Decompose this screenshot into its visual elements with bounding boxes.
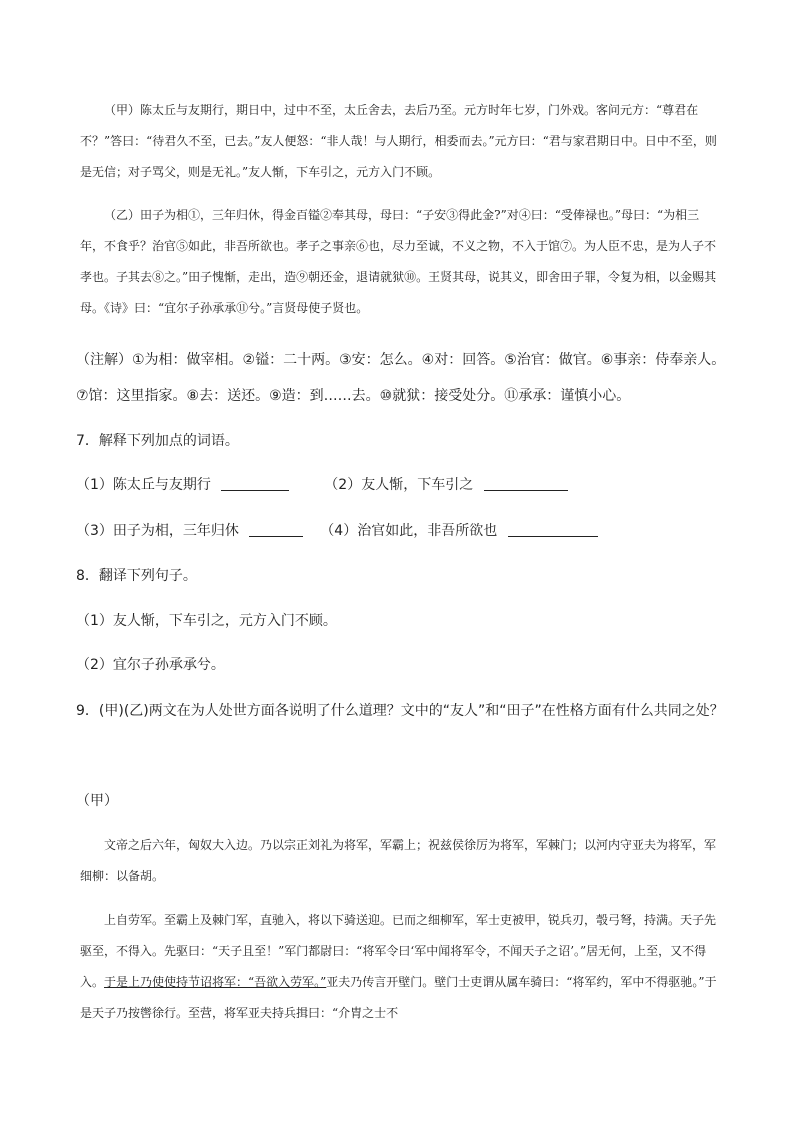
passage-2-paragraph-2 bbox=[80, 905, 720, 1029]
passage-yi: （乙）田子为相①，三年归休，得金百镒②奉其母，母曰：“子安③得此金?”对④曰：“受俸禄也。”母曰：“为相三年，不食乎？治官⑤如此，非吾所欲也。孝子之事亲⑥也，尽力至诚，不义之物，不入于馆⑦。为人臣不忠，是为人子不孝也。子其去⑧之。”田子愧惭，走出，造⑨朝还金，退请就狱⑩。王贤其母，说其义，即舍田子罪，令复为相，以金赐其母。《诗》曰：“宜尔子孙承承⑪兮。”言贤母使子贤也。 bbox=[80, 208, 717, 315]
passage-2-label: （甲） bbox=[76, 793, 118, 809]
q7-answer-blank-1[interactable] bbox=[221, 476, 289, 491]
q7-answer-blank-4[interactable] bbox=[508, 522, 598, 537]
passage-2-underlined-sentence: 于是上乃使使持节诏将军：“吾欲入劳军。” bbox=[104, 975, 327, 989]
question-8-item-1: （1）友人惭，下车引之，元方入门不顾。 bbox=[76, 613, 337, 629]
q7-item-4: （4）治官如此，非吾所欲也 bbox=[320, 523, 498, 539]
passage-2-text-b: 亚夫乃传言开壁门。壁门士吏谓从属车骑曰：“将军约，军中不得驱驰。”于是天子乃按辔徐行。至营，将军亚夫持兵揖曰：“介胄之士不 bbox=[80, 975, 717, 1020]
q7-answer-blank-2[interactable] bbox=[484, 476, 568, 491]
question-8-title: 8．翻译下列句子。 bbox=[76, 568, 197, 584]
annotation-notes: （注解）①为相：做宰相。②镒：二十两。③安：怎么。④对：回答。⑤治官：做官。⑥事亲：侍奉亲人。⑦馆：这里指家。⑧去：送还。⑨造：到……去。⑩就狱：接受处分。⑪承承：谨慎小心。 bbox=[76, 352, 726, 404]
question-7-title: 7．解释下列加点的词语。 bbox=[76, 433, 239, 449]
passage-2-text-a: 上自劳军。至霸上及棘门军，直驰入，将以下骑送迎。已而之细柳军，军士吏被甲，锐兵刃，彀弓弩，持满。天子先驱至，不得入。先驱曰：“天子且至！”军门都尉曰：“将军令曰‘军中闻将军令，不闻天子之诏’。”居无何，上至，又不得入。 bbox=[80, 913, 717, 989]
q7-answer-blank-3[interactable] bbox=[249, 522, 303, 537]
q7-item-1: （1）陈太丘与友期行 bbox=[76, 477, 211, 493]
question-9: 9．(甲)(乙)两文在为人处世方面各说明了什么道理？文中的“友人”和“田子”在性格方面有什么共同之处？ bbox=[76, 703, 724, 719]
question-7-row-2 bbox=[76, 520, 598, 540]
question-7-row-1 bbox=[76, 474, 568, 494]
q7-item-2: （2）友人惭，下车引之 bbox=[324, 477, 474, 493]
q7-item-3: （3）田子为相，三年归休 bbox=[76, 523, 239, 539]
question-8-item-2: （2）宜尔子孙承承兮。 bbox=[76, 657, 225, 673]
passage-jia: （甲）陈太丘与友期行，期日中，过中不至，太丘舍去，去后乃至。元方时年七岁，门外戏。客问元方：“尊君在不？”答曰：“待君久不至，已去。”友人便怒：“非人哉！与人期行，相委而去。”元方曰：“君与家君期日中。日中不至，则是无信；对子骂父，则是无礼。”友人惭，下车引之，元方入门不顾。 bbox=[80, 103, 717, 179]
passage-2-paragraph-1: 文帝之后六年，匈奴大入边。乃以宗正刘礼为将军，军霸上；祝兹侯徐厉为将军，军棘门；以河内守亚夫为将军，军细柳：以备胡。 bbox=[80, 838, 717, 883]
